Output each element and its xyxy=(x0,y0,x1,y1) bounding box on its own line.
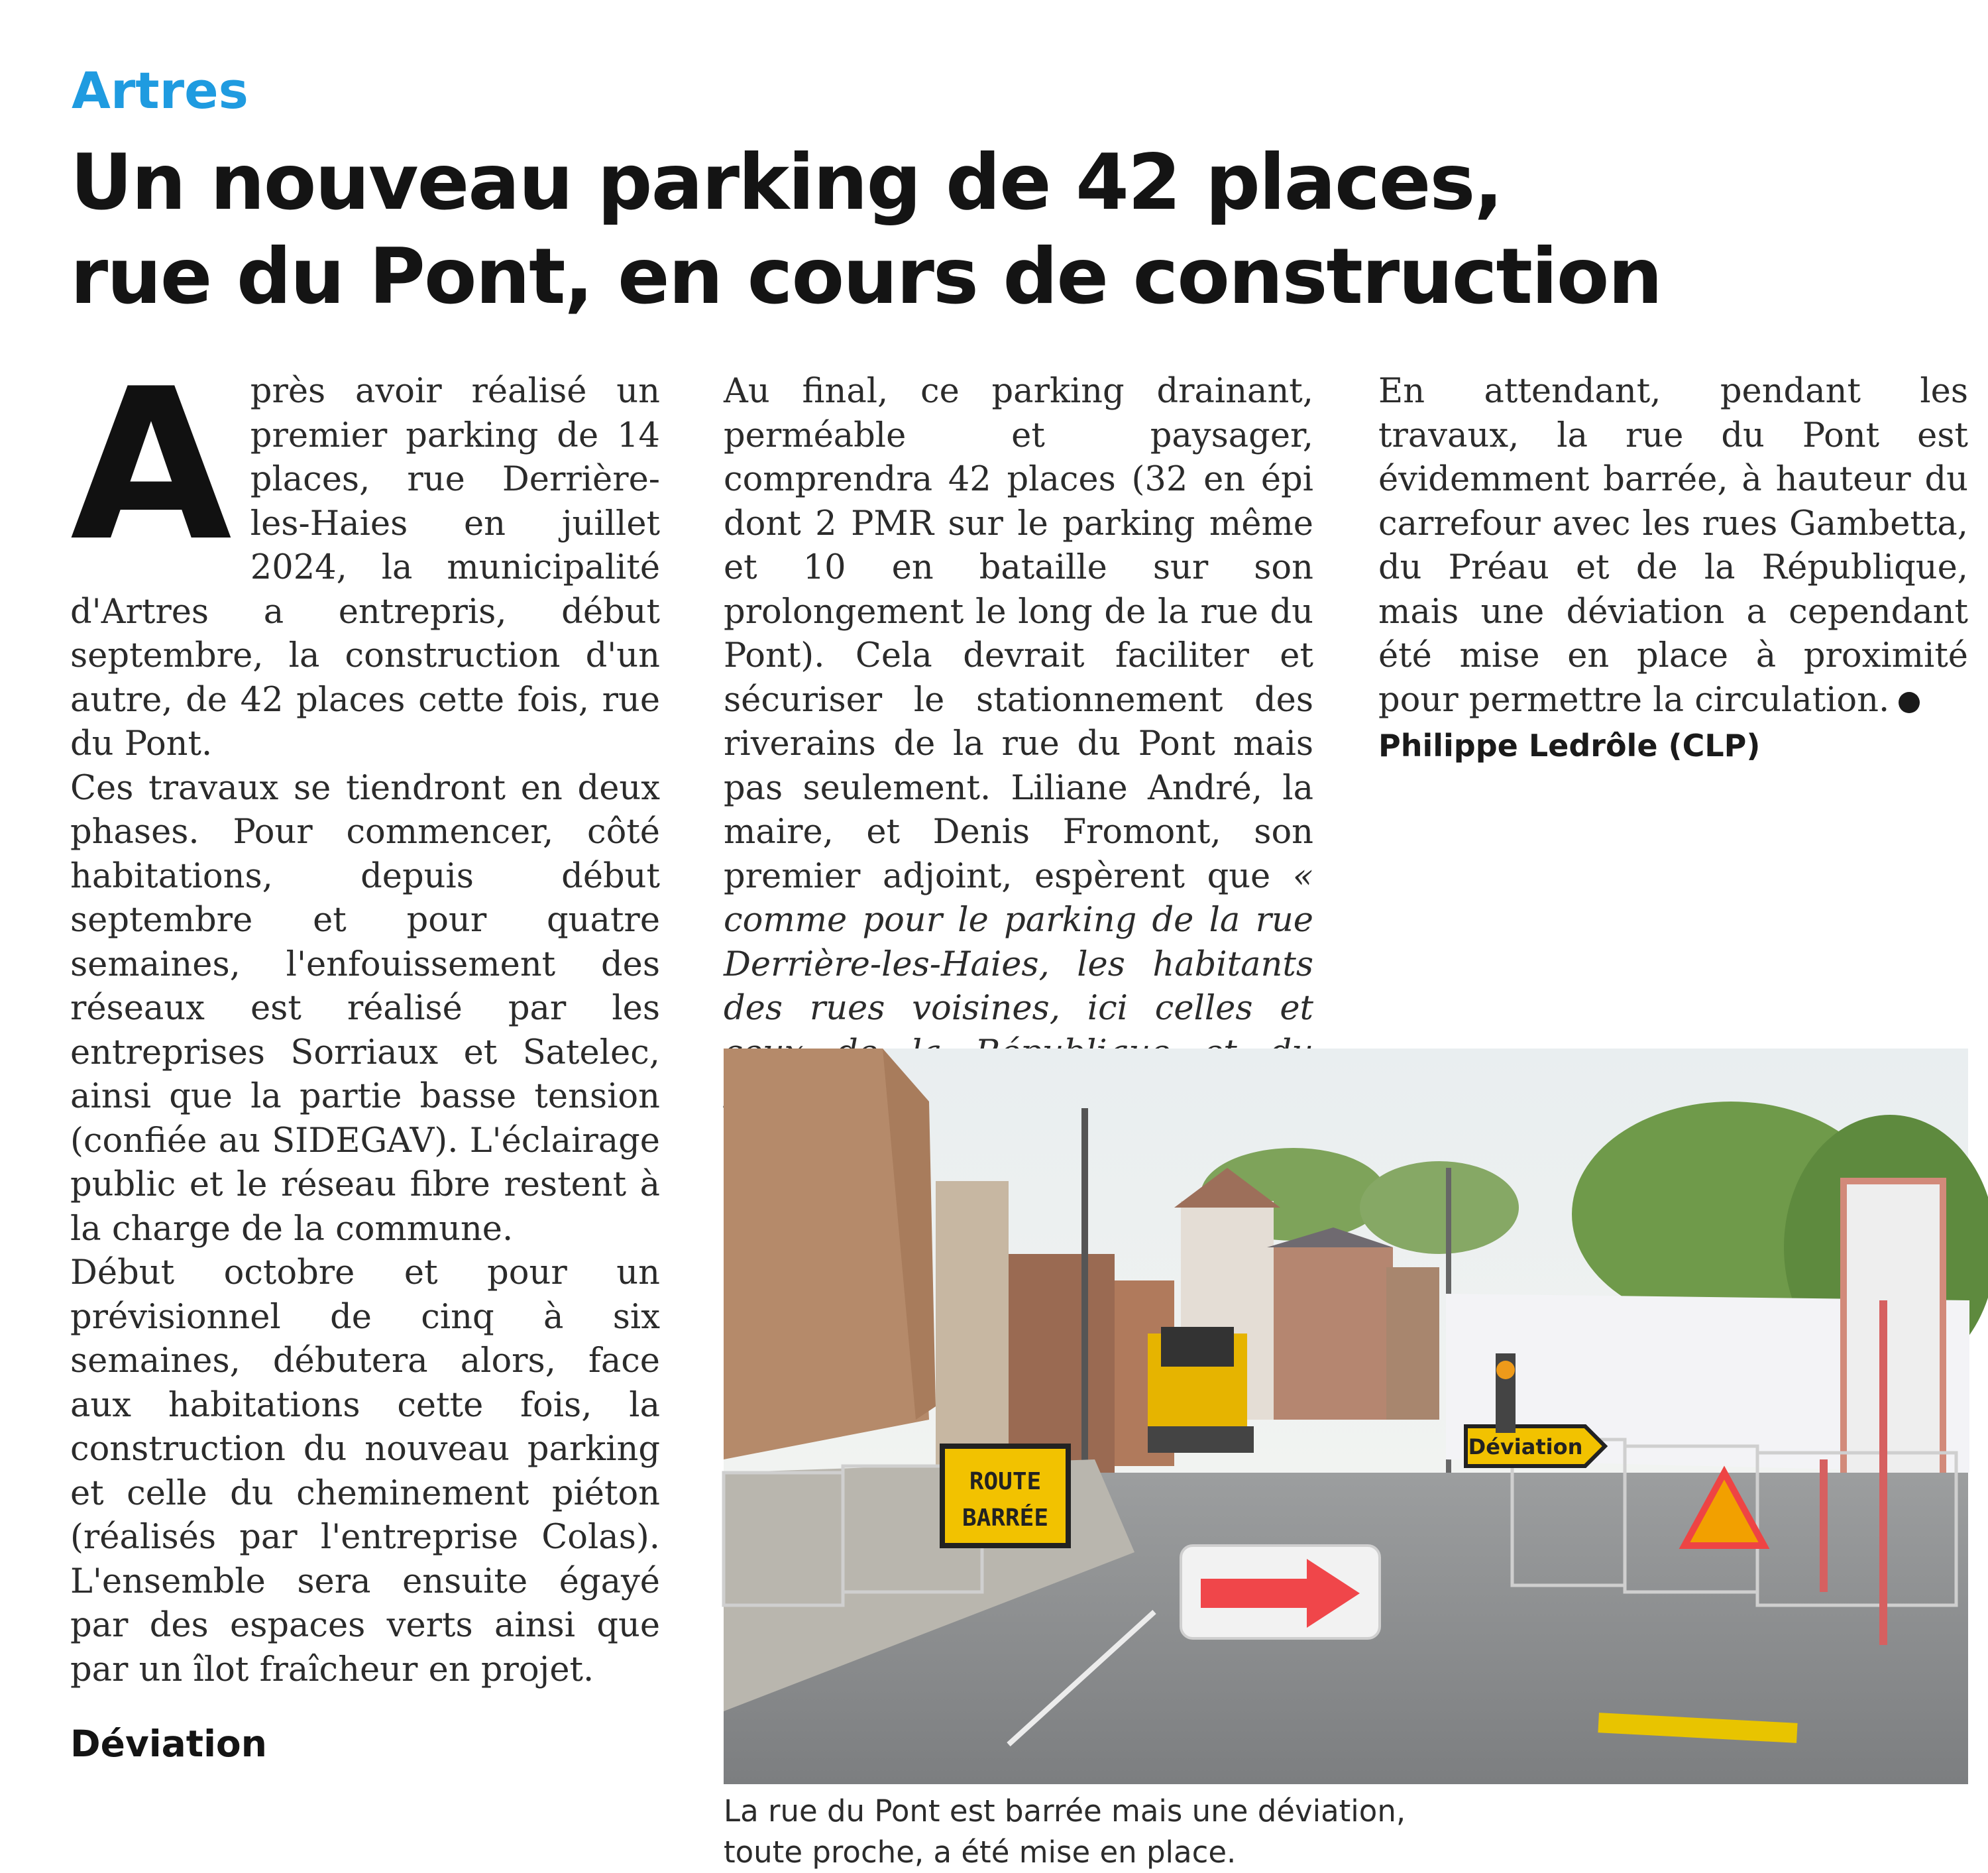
article-column-3 xyxy=(1378,370,1968,860)
street-works-illustration xyxy=(724,1049,1968,1784)
end-of-article-bullet xyxy=(1899,692,1920,713)
paragraph-meanwhile xyxy=(1378,370,1968,722)
news-photo xyxy=(724,1049,1968,1784)
byline: Philippe Ledrôle (CLP) xyxy=(1378,728,1761,764)
section-kicker: Artres xyxy=(72,61,248,120)
paragraph-meanwhile-text: En attendant, pendant les travaux, la rue du Pont est évidemment barrée, à hauteur du carrefour avec les rues Gambetta, du Préau et de la République, mais une déviation a cependant été mise en place à proximité pour permettre la circulation. xyxy=(1378,372,1968,720)
headline-line-1: Un nouveau parking de 42 places, xyxy=(70,138,1502,227)
paragraph-intro-text: près avoir réalisé un premier parking de 14 places, rue Derrière-les-Haies en juillet 2024, la municipalité d'Artres a entrepris, début septembre, la construction d'un autre, de 42 places cette fois, rue du Pont. xyxy=(70,372,660,764)
route-sign-line-1: ROUTE xyxy=(969,1468,1042,1495)
paragraph-parking-text: Au final, ce parking drainant, perméable et paysager, comprendra 42 places (32 en épi dont 2 PMR sur le parking même et 10 en bataille sur son prolongement le long de la rue du Pont). Cela devrait faciliter et sécuriser le stationnement des riverains de la rue du Pont mais pas seulement. Liliane André, la maire, et Denis Fromont, son premier adjoint, espèrent que xyxy=(724,372,1313,896)
subhead-deviation: Déviation xyxy=(70,1723,267,1765)
paragraph-phases: Ces travaux se tiendront en deux phases. Pour commencer, côté habitations, depuis début septembre et pour quatre semaines, l'enfouissement des réseaux est réalisé par les entreprises Sorriaux et Satelec, ainsi que la partie basse tension (confiée au SIDEGAV). L'éclairage public et le réseau fibre restent à la charge de la commune. xyxy=(70,768,660,1249)
deviation-sign-text: Déviation xyxy=(1468,1434,1583,1459)
paragraph-october: Début octobre et pour un prévisionnel de cinq à six semaines, débutera alors, face aux habitations cette fois, la construction du nouveau parking et celle du cheminement piéton (réalisés par l'entreprise Colas). L'ensemble sera ensuite égayé par des espaces verts ainsi que par un îlot fraîcheur en projet. xyxy=(70,1253,660,1689)
paragraph-intro xyxy=(70,345,660,767)
headline xyxy=(70,136,1793,324)
caption-line-2: toute proche, a été mise en place. xyxy=(724,1835,1237,1870)
article-column-2 xyxy=(724,370,1313,1026)
photo-caption xyxy=(724,1791,1651,1873)
route-sign-line-2: BARRÉE xyxy=(962,1504,1049,1532)
quote-mayor: « comme pour le parking de la rue Derrière-les-Haies, les habitants des rues voisines, ici celles et xyxy=(724,856,1313,1028)
article-column-1 xyxy=(70,345,660,1861)
drop-cap: A xyxy=(70,345,232,587)
headline-line-2: rue du Pont, en cours de construction xyxy=(70,232,1662,321)
caption-line-1: La rue du Pont est barrée mais une déviation, xyxy=(724,1793,1406,1829)
